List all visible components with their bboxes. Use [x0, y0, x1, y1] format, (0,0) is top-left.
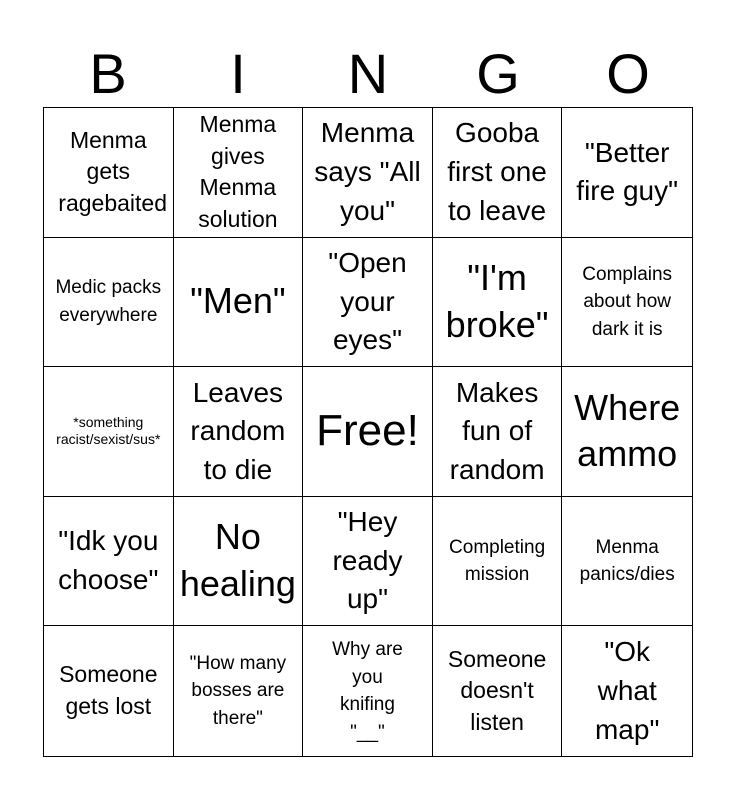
bingo-cell[interactable] — [433, 108, 563, 238]
bingo-cell[interactable] — [433, 367, 563, 497]
cell-text: Medic packs everywhere — [55, 277, 162, 326]
header-letter-o: O — [606, 42, 650, 105]
header-letter-i: I — [230, 42, 246, 105]
bingo-cell[interactable] — [303, 626, 433, 756]
cell-text: Gooba first one to leave — [447, 117, 547, 226]
bingo-cell[interactable] — [562, 497, 692, 627]
cell-text: Menma gets ragebaited — [58, 126, 167, 217]
bingo-cell[interactable] — [174, 108, 304, 238]
bingo-cell[interactable] — [562, 367, 692, 497]
bingo-cell[interactable] — [303, 238, 433, 368]
cell-text: "Better fire guy" — [576, 136, 679, 207]
cell-text: "How many bosses are there" — [189, 652, 287, 729]
bingo-cell[interactable] — [174, 367, 304, 497]
free-space-text: Free! — [316, 406, 419, 456]
cell-text: Someone gets lost — [59, 661, 158, 720]
cell-text: Someone doesn't listen — [447, 645, 547, 736]
header-letter-g: G — [476, 42, 520, 105]
bingo-cell[interactable] — [562, 108, 692, 238]
cell-text: Makes fun of random — [449, 376, 545, 485]
cell-text: Complains about how dark it is — [582, 263, 673, 340]
bingo-cell[interactable] — [44, 367, 174, 497]
bingo-cell[interactable] — [44, 108, 174, 238]
bingo-cell[interactable] — [174, 497, 304, 627]
cell-text: Menma says "All you" — [314, 117, 421, 226]
bingo-header — [43, 40, 693, 108]
cell-text: *something racist/sexist/sus* — [56, 413, 161, 448]
bingo-board — [43, 107, 693, 757]
cell-text: "Hey ready up" — [332, 506, 403, 615]
cell-text: Menma gives Menma solution — [198, 110, 278, 233]
cell-text: Completing mission — [449, 536, 546, 586]
bingo-cell free-space[interactable] — [303, 367, 433, 497]
bingo-cell[interactable] — [303, 108, 433, 238]
cell-text: Menma panics/dies — [579, 536, 675, 586]
bingo-cell[interactable] — [433, 238, 563, 368]
cell-text: "Ok what map" — [594, 636, 660, 745]
cell-text: No healing — [179, 516, 296, 605]
bingo-cell[interactable] — [174, 626, 304, 756]
cell-text: Why are you knifing "__" — [332, 639, 403, 743]
header-letter-b: B — [89, 42, 127, 105]
bingo-cell[interactable] — [44, 626, 174, 756]
cell-text: "Open your eyes" — [328, 246, 407, 356]
bingo-cell[interactable] — [174, 238, 304, 368]
cell-text: "Men" — [190, 280, 286, 322]
bingo-cell[interactable] — [562, 626, 692, 756]
bingo-cell[interactable] — [44, 238, 174, 368]
bingo-cell[interactable] — [303, 497, 433, 627]
cell-text: "Idk you choose" — [58, 525, 159, 596]
cell-text: Leaves random to die — [190, 376, 286, 485]
cell-text: Where ammo — [574, 386, 681, 475]
header-letter-n: N — [347, 42, 389, 105]
cell-text: "I'm broke" — [445, 257, 549, 345]
bingo-cell[interactable] — [44, 497, 174, 627]
bingo-cell[interactable] — [433, 497, 563, 627]
bingo-cell[interactable] — [562, 238, 692, 368]
bingo-cell[interactable] — [433, 626, 563, 756]
